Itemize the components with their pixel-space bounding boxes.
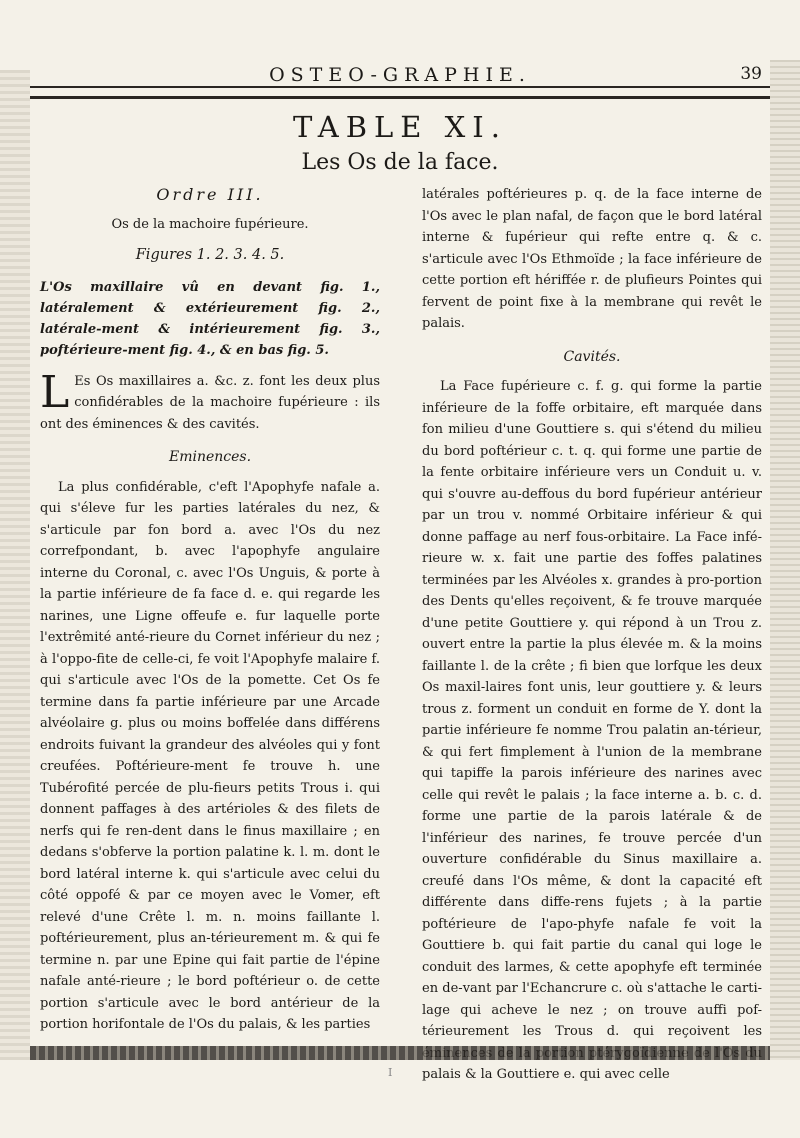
footer-mark: I xyxy=(388,1066,393,1079)
eminences-heading: Eminences. xyxy=(168,449,252,465)
eminences-paragraph: La plus confidérable, c'eft l'Apophyfe nafale a. qui s'éleve fur les parties latérales du nez, & s'articule par fon bord a. avec l'Os du nez correfpondant, b. avec l'apophyfe angulaire interne du Coronal, c. avec l'Os Unguis, & porte à la partie inférieure de fa face d. e. qui regarde les narines, une Ligne offeufe e. fur laquelle porte l'extrêmité anté-rieure du Cornet inférieur du nez ; à l'oppo-fite de celle-ci, fe voit l'Apophyfe malaire f. qui s'articule avec l'Os de la pomette. Cet Os fe termine dans fa partie inférieure par une Arcade alvéolaire g. plus ou moins boffelée dans différens endroits fuivant la grandeur des alvéoles qui y font creufées. Poftérieure-ment fe trouve h. une Tubérofité percée de plu-fieurs petits Trous i. qui donnent paffages à des artérioles & des filets de nerfs qui fe ren-dent dans le finus maxillaire ; en dedans s'obferve la portion palatine k. l. m. dont le bord latéral interne k. qui s'articule avec celui du côté oppofé & par ce moyen avec le Vomer, eft relevé d'une Crête l. m. n. moins faillante l. poftérieurement, plus an-térieurement m. & qui fe termine n. par une Epine qui fait partie de l'épine nafale anté-rieure ; le bord poftérieur o. de cette portion s'articule avec le bord antérieur de la portion horifontale de l'Os du palais, & les parties xyxy=(40,479,380,1032)
right-column xyxy=(422,184,762,1086)
page-right-edge xyxy=(770,60,800,1060)
page-left-edge xyxy=(0,70,30,1060)
drop-cap: L xyxy=(40,366,70,418)
continuation-paragraph: latérales poftérieures p. q. de la face interne de l'Os avec le plan nafal, de façon que le bord latéral interne & fupérieur qui refte entre q. & c. s'articule avec l'Os Ethmoïde ; la face inférieure de cette portion eft hériffée r. de plufieurs Pointes qui fervent de point fixe à la membrane qui revêt le palais. xyxy=(422,187,762,331)
opening-text: Es Os maxillaires a. &c. z. font les deux plus confidérables de la machoire fupérieure : ils ont des éminences & des cavités. xyxy=(40,373,380,432)
bottom-border xyxy=(30,1046,770,1060)
cavites-paragraph: La Face fupérieure c. f. g. qui forme la partie inférieure de la foffe orbitaire, eft marquée dans fon milieu d'une Gouttiere s. qui s'étend du milieu du bord poftérieur c. t. q. qui forme une partie de la fente orbitaire inférieure vers un Conduit u. v. qui s'ouvre au-deffous du bord fupérieur antérieur par un trou v. nommé Orbitaire inférieur & qui donne paffage au nerf fous-orbitaire. La Face infé-rieure w. x. fait une partie des foffes palatines terminées par les Alvéoles x. grandes à pro-portion des Dents qu'elles reçoivent, & fe trouve marquée d'une petite Gouttiere y. qui répond à un Trou z. ouvert entre la partie la plus élevée m. & la moins faillante l. de la crête ; fi bien que lorfque les deux Os maxil-laires font unis, leur gouttiere y. & leurs trous z. forment un conduit en forme de Y. dont la partie inférieure fe nomme Trou palatin an-térieur, & qui fert fimplement à l'union de la membrane qui tapiffe la parois inférieure des narines avec celle qui revêt le palais ; la face interne a. b. c. d. forme une partie de la parois latérale & de l'inférieur des narines, fe trouve percée d'un ouverture confidérable du Sinus maxillaire a. creufé dans l'Os même, & dont la capacité eft différente dans diffe-rens fujets ; à la partie poftérieure de l'apo-phyfe nafale fe voit la Gouttiere b. qui fait partie du canal qui loge le conduit des larmes, & cette apophyfe eft terminée en de-vant par l'Echancrure c. où s'attache le carti-lage qui acheve le nez ; on trouve auffi pof-térieurement les Trous d. qui reçoivent les palais & la Gouttiere e. qui avec celle xyxy=(422,379,762,1082)
figures-line: Figures 1. 2. 3. 4. 5. xyxy=(135,247,285,263)
table-subtitle: Les Os de la face. xyxy=(301,150,499,175)
table-title: TABLE XI. xyxy=(293,110,507,144)
page-number: 39 xyxy=(740,64,762,84)
section-intro: Os de la machoire fupérieure. xyxy=(111,216,309,232)
opening-paragraph xyxy=(40,366,380,436)
cavites-heading: Cavités. xyxy=(563,348,621,365)
figure-caption: L'Os maxillaire vû en devant fig. 1., latéralement & extérieurement fig. 2., latérale-ment & intérieurement fig. 3., poftérieure-ment fig. 4., & en bas fig. 5. xyxy=(40,279,380,358)
header-rule-thick xyxy=(30,96,770,99)
ordre-heading: Ordre III. xyxy=(156,185,264,204)
header-rule xyxy=(30,56,770,88)
left-column xyxy=(40,184,380,1036)
running-title: OSTEO-GRAPHIE. xyxy=(269,64,531,86)
